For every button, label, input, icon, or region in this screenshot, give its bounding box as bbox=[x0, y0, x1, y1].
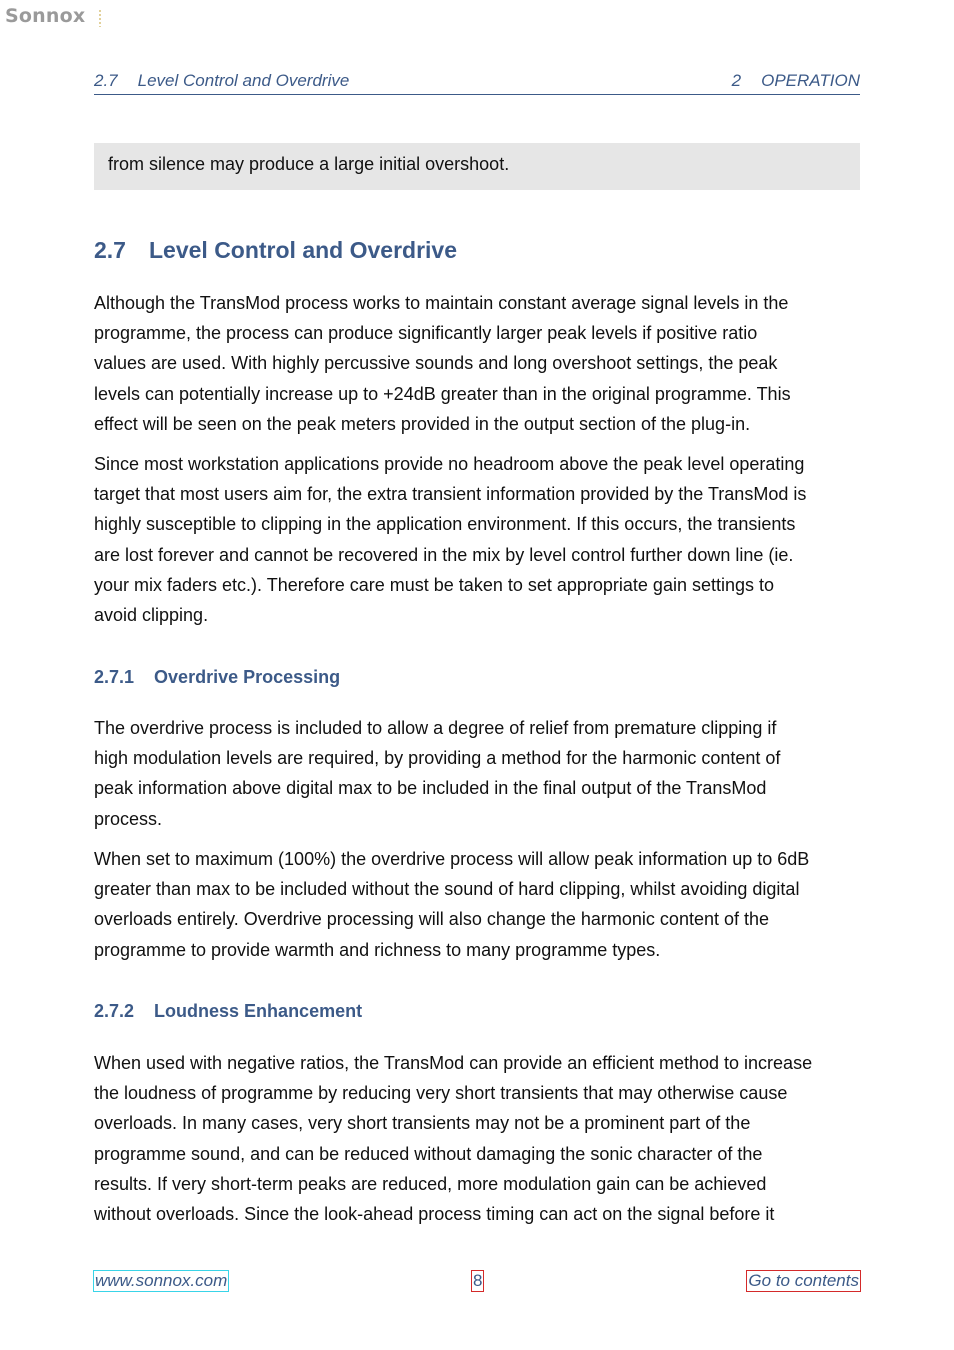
text-line: are lost forever and cannot be recovered in the mix by level control further down line (ie. bbox=[94, 544, 794, 565]
text-line: target that most users aim for, the extra transient information provided by the TransMod is bbox=[94, 484, 807, 505]
overdrive-paragraph-1 bbox=[94, 713, 864, 834]
text-line: results. If very short-term peaks are reduced, more modulation gain can be achieved bbox=[94, 1173, 767, 1194]
section-paragraph-2 bbox=[94, 449, 864, 630]
header-section-title: Level Control and Overdrive bbox=[137, 71, 350, 90]
text-line: without overloads. Since the look-ahead process timing can act on the signal before it bbox=[94, 1204, 775, 1225]
text-line: your mix faders etc.). Therefore care must be taken to set appropriate gain settings to bbox=[94, 574, 775, 595]
header-section-number: 2.7 bbox=[94, 71, 118, 90]
text-line: high modulation levels are required, by providing a method for the harmonic content of bbox=[94, 748, 781, 769]
header-chapter-title: OPERATION bbox=[761, 71, 860, 90]
subsection-number: 2.7.2 bbox=[94, 1001, 135, 1021]
logo-dots-decoration bbox=[99, 9, 101, 27]
text-line: programme, the process can produce significantly larger peak levels if positive ratio bbox=[94, 323, 758, 344]
subsection-title: Loudness Enhancement bbox=[154, 1001, 363, 1021]
subsection-title: Overdrive Processing bbox=[154, 667, 341, 687]
text-line: programme to provide warmth and richness to many programme types. bbox=[94, 939, 661, 960]
section-number: 2.7 bbox=[94, 237, 126, 263]
text-line: Since most workstation applications provide no headroom above the peak level operating bbox=[94, 454, 805, 474]
text-line: programme sound, and can be reduced without damaging the sonic character of the bbox=[94, 1143, 763, 1164]
text-line: overloads entirely. Overdrive processing will also change the harmonic content of the bbox=[94, 909, 770, 930]
text-line: peak information above digital max to be included in the final output of the TransMod bbox=[94, 778, 767, 799]
callout-text: from silence may produce a large initial overshoot. bbox=[108, 154, 510, 174]
text-line: avoid clipping. bbox=[94, 605, 209, 626]
section-paragraph-1 bbox=[94, 288, 864, 439]
running-header bbox=[94, 70, 860, 95]
text-line: the loudness of programme by reducing very short transients that may otherwise cause bbox=[94, 1083, 788, 1104]
note-callout-box bbox=[94, 143, 860, 190]
header-section-label bbox=[94, 71, 349, 91]
text-line: values are used. With highly percussive sounds and long overshoot settings, the peak bbox=[94, 353, 778, 374]
text-line: When set to maximum (100%) the overdrive process will allow peak information up to 6dB bbox=[94, 849, 810, 869]
page-number-link[interactable]: 8 bbox=[473, 1271, 483, 1290]
text-line: The overdrive process is included to allow a degree of relief from premature clipping if bbox=[94, 718, 777, 738]
text-line: highly susceptible to clipping in the application environment. If this occurs, the transients bbox=[94, 514, 796, 535]
text-line: effect will be seen on the peak meters provided in the output section of the plug-in. bbox=[94, 413, 751, 434]
website-link[interactable]: www.sonnox.com bbox=[95, 1271, 228, 1290]
section-title: Level Control and Overdrive bbox=[148, 237, 458, 263]
text-line: Although the TransMod process works to maintain constant average signal levels in the bbox=[94, 293, 789, 313]
text-line: When used with negative ratios, the TransMod can provide an efficient method to increase bbox=[94, 1053, 813, 1073]
section-heading bbox=[94, 237, 457, 264]
subsection-heading-loudness bbox=[94, 1001, 362, 1022]
overdrive-paragraph-2 bbox=[94, 844, 864, 965]
header-chapter-number: 2 bbox=[731, 71, 742, 90]
text-line: process. bbox=[94, 808, 163, 829]
text-line: levels can potentially increase up to +24dB greater than in the original programme. This bbox=[94, 383, 791, 404]
text-line: greater than max to be included without the sound of hard clipping, whilst avoiding digital bbox=[94, 879, 800, 900]
sonnox-logo: Sonnox bbox=[5, 5, 86, 27]
subsection-heading-overdrive bbox=[94, 667, 340, 688]
go-to-contents-link[interactable]: Go to contents bbox=[748, 1271, 859, 1290]
subsection-number: 2.7.1 bbox=[94, 667, 135, 687]
loudness-paragraph-1 bbox=[94, 1048, 864, 1229]
text-line: overloads. In many cases, very short transients may not be a prominent part of the bbox=[94, 1113, 751, 1134]
header-chapter-label bbox=[732, 71, 860, 91]
